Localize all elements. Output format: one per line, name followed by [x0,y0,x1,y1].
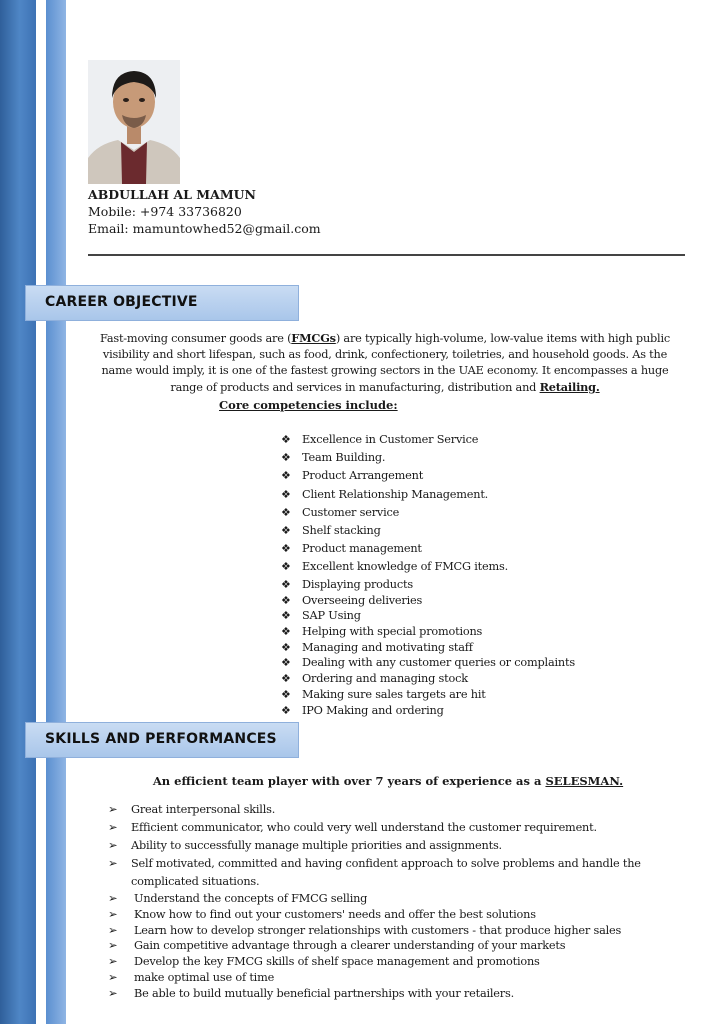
competency-item [281,505,508,523]
retailing-term: Retailing. [539,380,600,394]
career-objective-heading [25,285,299,321]
competency-item-text: Excellence in Customer Service [302,433,479,446]
competency-item-text: Dealing with any customer queries or complaints [302,656,575,670]
competency-item-text: Product management [302,542,422,556]
skills-performances-heading [25,722,299,758]
bullet-icon: ❖ [281,505,291,519]
competency-item [281,432,508,450]
competency-item-text: Client Relationship Management. [302,487,489,501]
skill-item-text: Know how to find out your customers' needs and offer the best solutions [134,907,536,921]
competency-item-text: Ordering and managing stock [302,672,468,686]
candidate-name: ABDULLAH AL MAMUN [88,187,256,202]
competency-item [281,671,575,687]
skill-item-text: Develop the key FMCG skills of shelf space management and promotions [134,955,540,969]
competency-item-text: Overseeing deliveries [302,593,423,607]
bullet-icon: ➢ [108,821,118,834]
competency-item [281,703,575,719]
skill-item-text: Gain competitive advantage through a clearer understanding of your markets [134,939,566,953]
competency-item-text: Team Building. [302,451,386,465]
email-address: Email: mamuntowhed52@gmail.com [88,221,321,236]
competency-item [281,559,508,577]
bullet-icon: ❖ [281,609,291,623]
competency-item-text: Excellent knowledge of FMCG items. [302,560,508,574]
skill-item [108,907,678,923]
competency-item [281,487,508,505]
skills-lead-text: An efficient team player with over 7 years of experience as a [152,774,546,788]
skills-lead-role: SELESMAN. [545,774,624,788]
bullet-icon: ➢ [108,803,118,816]
competency-item-text: SAP Using [302,609,361,623]
objective-paragraph [88,330,682,396]
bullet-icon: ❖ [281,560,291,574]
skill-item-text: Efficient communicator, who could very well understand the customer requirement. [131,821,597,834]
bullet-icon: ➢ [108,939,118,953]
skill-item [108,986,678,1002]
header-divider [88,254,685,256]
left-inner-bar [46,0,66,1024]
career-objective-heading-text: CAREER OBJECTIVE [45,294,198,310]
competency-item [281,523,508,541]
competency-item [281,687,575,703]
skill-item [108,923,678,939]
bullet-icon: ❖ [281,469,291,483]
skill-item-text: Ability to successfully manage multiple priorities and assignments. [131,839,502,852]
skills-lead-line [0,774,724,788]
bullet-icon: ➢ [108,955,118,969]
bullet-icon: ➢ [108,857,118,870]
mobile-number: Mobile: +974 33736820 [88,204,242,219]
left-bar-gap [36,0,46,1024]
competency-item-text: Making sure sales targets are hit [302,687,486,701]
bullet-icon: ❖ [281,656,291,670]
competency-item-text: Customer service [302,505,400,519]
competency-item [281,593,575,609]
competency-item [281,608,575,624]
skill-item [108,819,678,837]
competency-item-text: Helping with special promotions [302,625,483,639]
competency-item [281,450,508,468]
bullet-icon: ❖ [281,687,291,701]
bullet-icon: ❖ [281,451,291,465]
competency-item [281,468,508,486]
bullet-icon: ❖ [281,640,291,654]
bullet-icon: ➢ [108,892,118,905]
skill-item [108,970,678,986]
skills-list-primary [108,801,678,891]
bullet-icon: ➢ [108,839,118,852]
bullet-icon: ➢ [108,907,118,921]
competency-item-text: Shelf stacking [302,523,381,537]
contact-block [88,186,321,237]
skill-item-text: Great interpersonal skills. [131,803,276,816]
competency-item-text: IPO Making and ordering [302,703,444,717]
profile-photo [88,60,180,184]
skill-item [108,954,678,970]
fmcg-term: FMCGs [291,331,336,345]
bullet-icon: ❖ [281,672,291,686]
skills-performances-heading-text: SKILLS AND PERFORMANCES [45,731,277,747]
competencies-list-secondary [281,577,575,718]
competency-item [281,655,575,671]
bullet-icon: ❖ [281,593,291,607]
skill-item [108,891,678,907]
skill-item-text: Learn how to develop stronger relationships with customers - that produce higher sales [134,923,622,937]
competency-item-text: Managing and motivating staff [302,640,473,654]
core-competencies-title: Core competencies include: [219,398,398,412]
skill-item [108,837,678,855]
competency-item [281,624,575,640]
objective-text-part1: Fast-moving consumer goods are ( [99,332,292,345]
left-decorative-bar [0,0,36,1024]
competency-item-text: Product Arrangement [302,469,424,483]
skill-item-text: Understand the concepts of FMCG selling [134,892,368,905]
objective-text-part2: ) are typically high-volume, low-value items with high public visibility and short lifespan, such as food, drink, confectionery, toiletries, and household goods. As the name would imply, it is one of the fastest growing sectors in the UAE economy. It encompasses a huge range of products and services in manufacturing, distribution and [101,332,671,394]
bullet-icon: ❖ [281,487,291,501]
skill-item-text: make optimal use of time [134,970,275,984]
bullet-icon: ➢ [108,970,118,984]
bullet-icon: ➢ [108,986,118,1000]
skill-item-text: Be able to build mutually beneficial partnerships with your retailers. [134,986,514,1000]
bullet-icon: ❖ [281,523,291,537]
competency-item-text: Displaying products [302,578,413,591]
bullet-icon: ❖ [281,703,291,717]
competency-item [281,640,575,656]
competency-item [281,577,575,593]
skill-item-text: Self motivated, committed and having confident approach to solve problems and handle the complicated situations. [131,857,641,888]
competency-item [281,541,508,559]
skills-list-secondary [108,891,678,1002]
bullet-icon: ❖ [281,625,291,639]
bullet-icon: ❖ [281,433,291,446]
bullet-icon: ❖ [281,578,291,591]
skill-item [108,855,678,891]
competencies-list-primary [281,432,508,578]
bullet-icon: ❖ [281,542,291,556]
skill-item [108,801,678,819]
bullet-icon: ➢ [108,923,118,937]
skill-item [108,938,678,954]
